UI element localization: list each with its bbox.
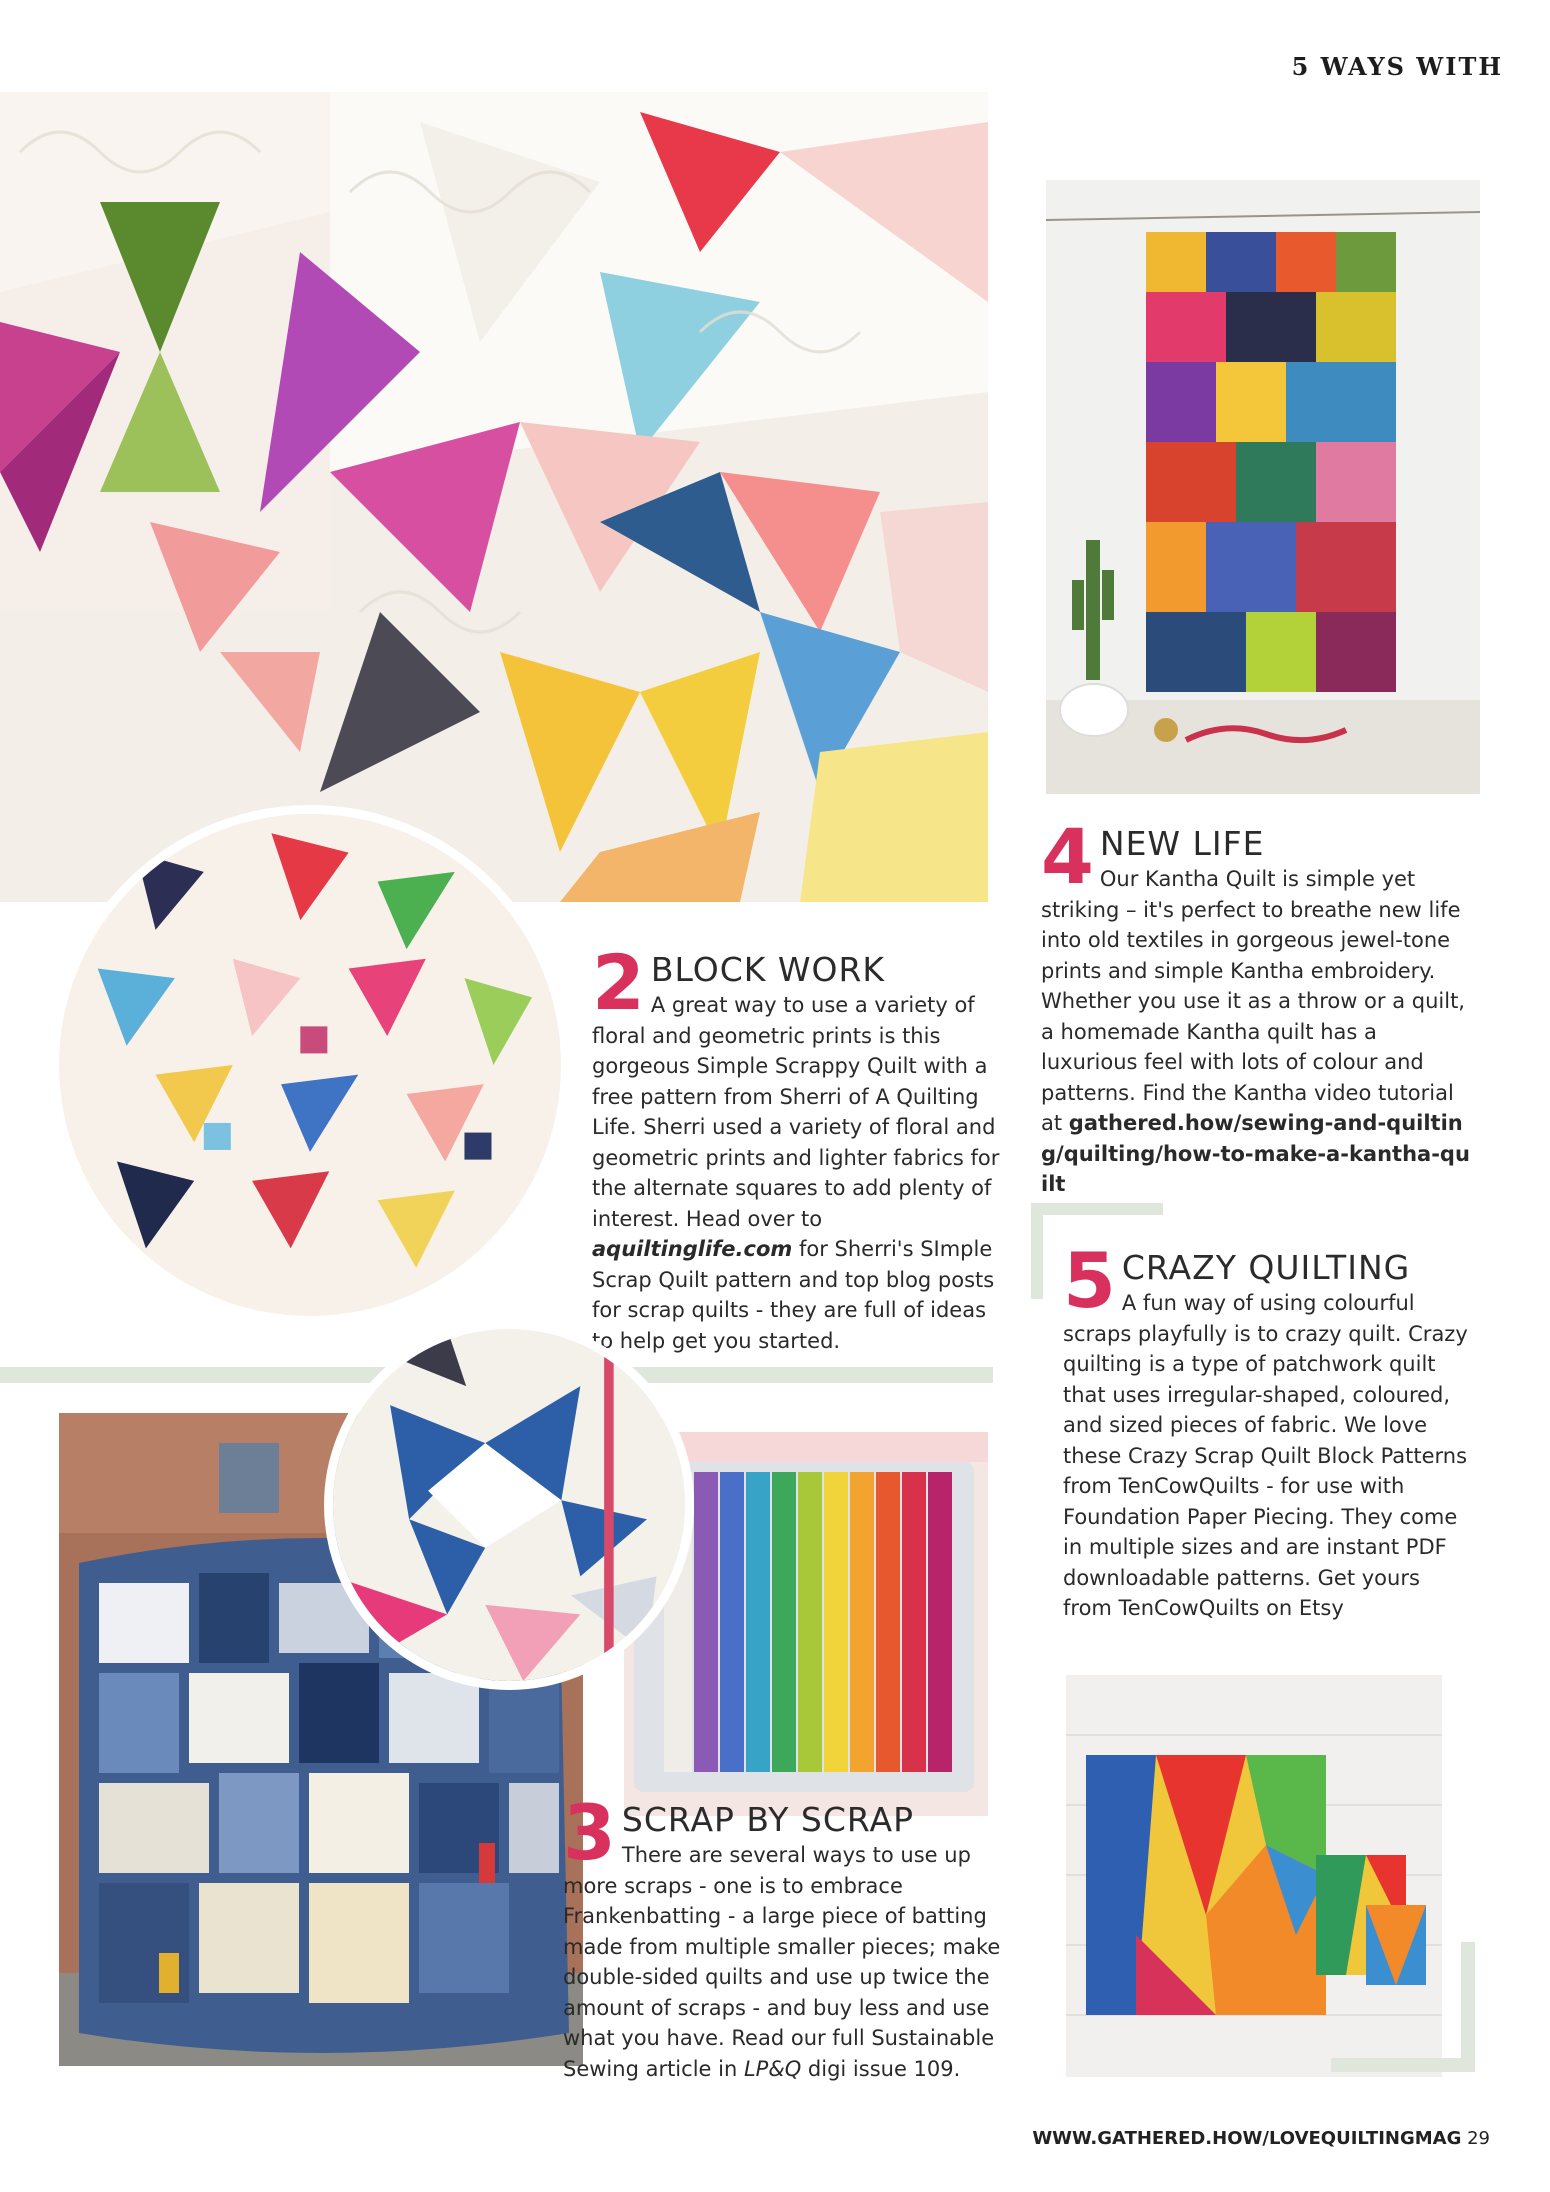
article-text: There are several ways to use up more scraps - one is to embrace Frankenbatting - a large piece of batting made from multiple smaller pieces; make double-sided quilts and use up twice the amount of scraps - and buy less and use what you have. Read our full Sustainable Sewing article in xyxy=(563,1843,1001,2081)
article-title: SCRAP BY SCRAP xyxy=(621,1800,914,1839)
article-text: Our Kantha Quilt is simple yet striking – it's perfect to breathe new life into old textiles in gorgeous jewel-tone prints and simple Kantha embroidery. Whether you use it as a throw or a quilt, a homemade Kantha quilt has a luxurious feel with lots of colour and patterns. Find the Kantha video tutorial at xyxy=(1041,867,1465,1135)
footer-url[interactable]: WWW.GATHERED.HOW/LOVEQUILTINGMAG xyxy=(1032,2128,1462,2149)
article-number: 4 xyxy=(1041,812,1094,901)
article-number: 3 xyxy=(563,1788,616,1877)
article-text-italic: LP&Q xyxy=(743,2056,802,2081)
article-text: A great way to use a variety of floral and geometric prints is this gorgeous Simple Scrappy Quilt with a free pattern from Sherri of A Quilting Life. Sherri used a variety of floral and geometric prints and lighter fabrics for the alternate squares to add plenty of interest. Head over to xyxy=(592,993,1000,1231)
article-crazy-quilting xyxy=(1063,1236,1473,1624)
page-number: 29 xyxy=(1467,2128,1490,2149)
article-scrap-by-scrap xyxy=(563,1788,1003,2084)
article-body xyxy=(563,1840,1003,2084)
corner-bracket-vertical-bottom xyxy=(1461,1942,1475,2072)
corner-bracket-horizontal xyxy=(1031,1203,1163,1215)
blue-star-quilt-circle-photo xyxy=(324,1320,694,1690)
article-number: 5 xyxy=(1063,1236,1116,1325)
crazy-quilt-block-photo xyxy=(1066,1675,1442,2077)
corner-bracket-horizontal-bottom xyxy=(1331,2058,1475,2072)
article-new-life xyxy=(1041,812,1471,1200)
article-body: A fun way of using colourful scraps playfully is to crazy quilt. Crazy quilting is a type of patchwork quilt that uses irregular-shaped, coloured, and sized pieces of fabric. We love these Crazy Scrap Quilt Block Patterns from TenCowQuilts - for use with Foundation Paper Piecing. They come in multiple sizes and are instant PDF downloadable patterns. Get yours from TenCowQuilts on Etsy xyxy=(1063,1291,1468,1620)
article-text: digi issue 109. xyxy=(801,2056,961,2081)
article-link[interactable]: aquiltinglife.com xyxy=(592,1237,793,1261)
article-number: 2 xyxy=(592,938,645,1027)
page-footer xyxy=(1032,2128,1490,2149)
section-header: 5 WAYS WITH xyxy=(1291,52,1503,81)
article-body xyxy=(1041,864,1471,1200)
article-link[interactable]: gathered.how/sewing-and-quilting/quilting/how-to-make-a-kantha-quilt xyxy=(1041,1111,1470,1196)
article-block-work xyxy=(592,938,1002,1356)
article-title: CRAZY QUILTING xyxy=(1121,1248,1411,1287)
star-quilt-photo xyxy=(0,92,988,902)
scrappy-quilt-circle-photo xyxy=(50,805,570,1325)
article-title: BLOCK WORK xyxy=(650,950,886,989)
corner-bracket-vertical xyxy=(1031,1203,1043,1299)
kantha-quilt-photo xyxy=(1046,180,1480,794)
article-body xyxy=(592,990,1002,1356)
article-title: NEW LIFE xyxy=(1099,824,1265,863)
article-text: for Sherri's SImple Scrap Quilt pattern and top blog posts for scrap quilts - they are full of ideas to help get you started. xyxy=(592,1237,995,1353)
